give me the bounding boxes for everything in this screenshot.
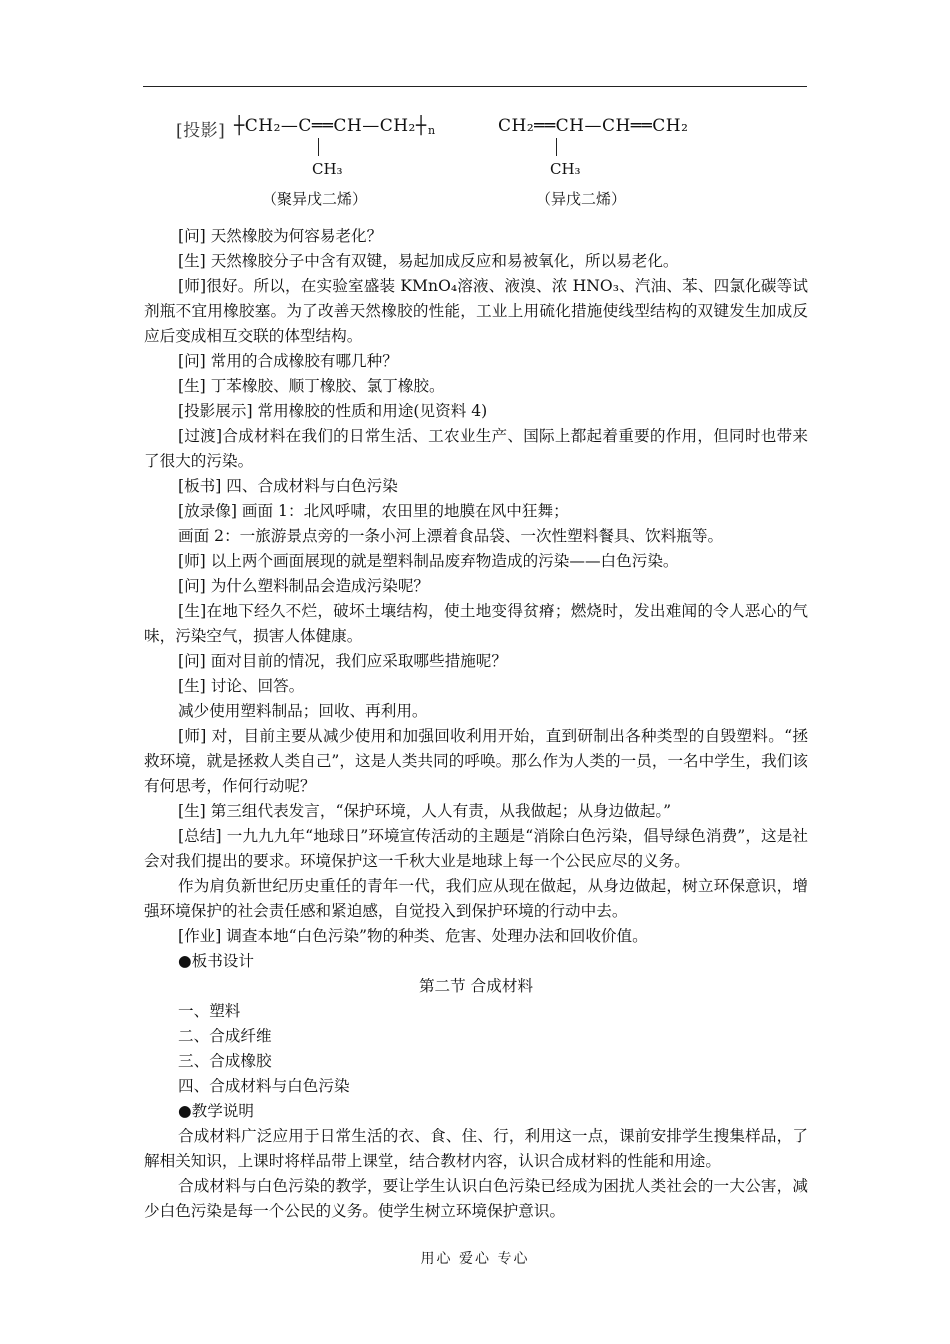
paragraph: [问] 面对目前的情况，我们应采取哪些措施呢？: [178, 652, 507, 670]
polyisoprene-caption: （聚异戊二烯）: [262, 190, 368, 208]
mono-branch-methyl: CH₃: [550, 160, 581, 178]
paragraph: [生] 第三组代表发言，“保护环境，人人有责，从我做起；从身边做起。”: [178, 802, 672, 820]
paragraph: [总结] 一九九九年“地球日”环境宣传活动的主题是“消除白色污染，倡导绿色消费”，这是社会对我们提出的要求。环境保护这一千秋大业是地球上每一个公民应尽的义务。: [144, 827, 808, 870]
paragraph: 合成材料与白色污染的教学，要让学生认识白色污染已经成为困扰人类社会的一大公害，减少白色污染是每一个公民的义务。使学生树立环境保护意识。: [144, 1177, 808, 1220]
paragraph: [师] 以上两个画面展现的就是塑料制品废弃物造成的污染——白色污染。: [178, 552, 679, 570]
header-rule: [143, 86, 807, 87]
outline-item: 三、合成橡胶: [178, 1052, 272, 1070]
polyisoprene-formula: ┼CH₂—C══CH—CH₂┼: [234, 116, 427, 136]
paragraph: 减少使用塑料制品；回收、再利用。: [178, 702, 428, 720]
paragraph: [问] 为什么塑料制品会造成污染呢？: [178, 577, 430, 595]
outline-item: 二、合成纤维: [178, 1027, 272, 1045]
paragraph: [问] 天然橡胶为何容易老化？: [178, 227, 383, 245]
isoprene-formula: CH₂══CH—CH══CH₂: [498, 116, 689, 136]
formula-figure: [176, 116, 736, 216]
paragraph: [投影展示] 常用橡胶的性质和用途(见资料 4): [178, 402, 488, 420]
paragraph: [生]在地下经久不烂，破坏土壤结构，使土地变得贫瘠；燃烧时，发出难闻的令人恶心的气味，污染空气，损害人体健康。: [144, 602, 808, 645]
paragraph: [过渡]合成材料在我们的日常生活、工农业生产、国际上都起着重要的作用，但同时也带来了很大的污染。: [144, 427, 808, 470]
mono-branch-bond: [556, 138, 557, 156]
outline-item: 一、塑料: [178, 1002, 241, 1020]
paragraph: [生] 丁苯橡胶、顺丁橡胶、氯丁橡胶。: [178, 377, 445, 395]
paragraph: 合成材料广泛应用于日常生活的衣、食、住、行，利用这一点，课前安排学生搜集样品，了解相关知识，上课时将样品带上课堂，结合教材内容，认识合成材料的性能和用途。: [144, 1127, 808, 1170]
paragraph: [师]很好。所以，在实验室盛装 KMnO₄溶液、液溴、浓 HNO₃、汽油、苯、四氯化碳等试剂瓶不宜用橡胶塞。为了改善天然橡胶的性能，工业上用硫化措施使线型结构的双键发生加成反应后变成相互交联的体型结构。: [144, 277, 808, 345]
section-heading: ●板书设计: [178, 952, 254, 970]
paragraph: [放录像] 画面 1：北风呼啸，农田里的地膜在风中狂舞；: [178, 502, 569, 520]
poly-branch-bond: [318, 138, 319, 156]
paragraph: [问] 常用的合成橡胶有哪几种？: [178, 352, 398, 370]
paragraph: [板书] 四、合成材料与白色污染: [178, 477, 398, 495]
section-heading: ●教学说明: [178, 1102, 254, 1120]
paragraph: [作业] 调查本地“白色污染”物的种类、危害、处理办法和回收价值。: [178, 927, 648, 945]
projection-label: [投影]: [176, 121, 226, 141]
poly-branch-methyl: CH₃: [312, 160, 343, 178]
blackboard-title: 第二节 合成材料: [418, 977, 534, 995]
page-footer: 用心 爱心 专心: [420, 1251, 530, 1267]
outline-item: 四、合成材料与白色污染: [178, 1077, 350, 1095]
paragraph: [生] 天然橡胶分子中含有双键，易起加成反应和易被氧化，所以易老化。: [178, 252, 679, 270]
paragraph: 画面 2：一旅游景点旁的一条小河上漂着食品袋、一次性塑料餐具、饮料瓶等。: [178, 527, 724, 545]
document-body: [144, 224, 808, 1224]
isoprene-caption: （异戊二烯）: [536, 190, 627, 208]
paragraph: [师] 对，目前主要从减少使用和加强回收利用开始，直到研制出各种类型的自毁塑料。“拯救环境，就是拯救人类自己”，这是人类共同的呼唤。那么作为人类的一员，一名中学生，我们该有何思考，作何行动呢？: [144, 727, 808, 795]
paragraph: [生] 讨论、回答。: [178, 677, 305, 695]
paragraph: 作为肩负新世纪历史重任的青年一代，我们应从现在做起，从身边做起，树立环保意识，增强环境保护的社会责任感和紧迫感，自觉投入到保护环境的行动中去。: [144, 877, 808, 920]
polymer-degree-n: n: [428, 124, 436, 137]
